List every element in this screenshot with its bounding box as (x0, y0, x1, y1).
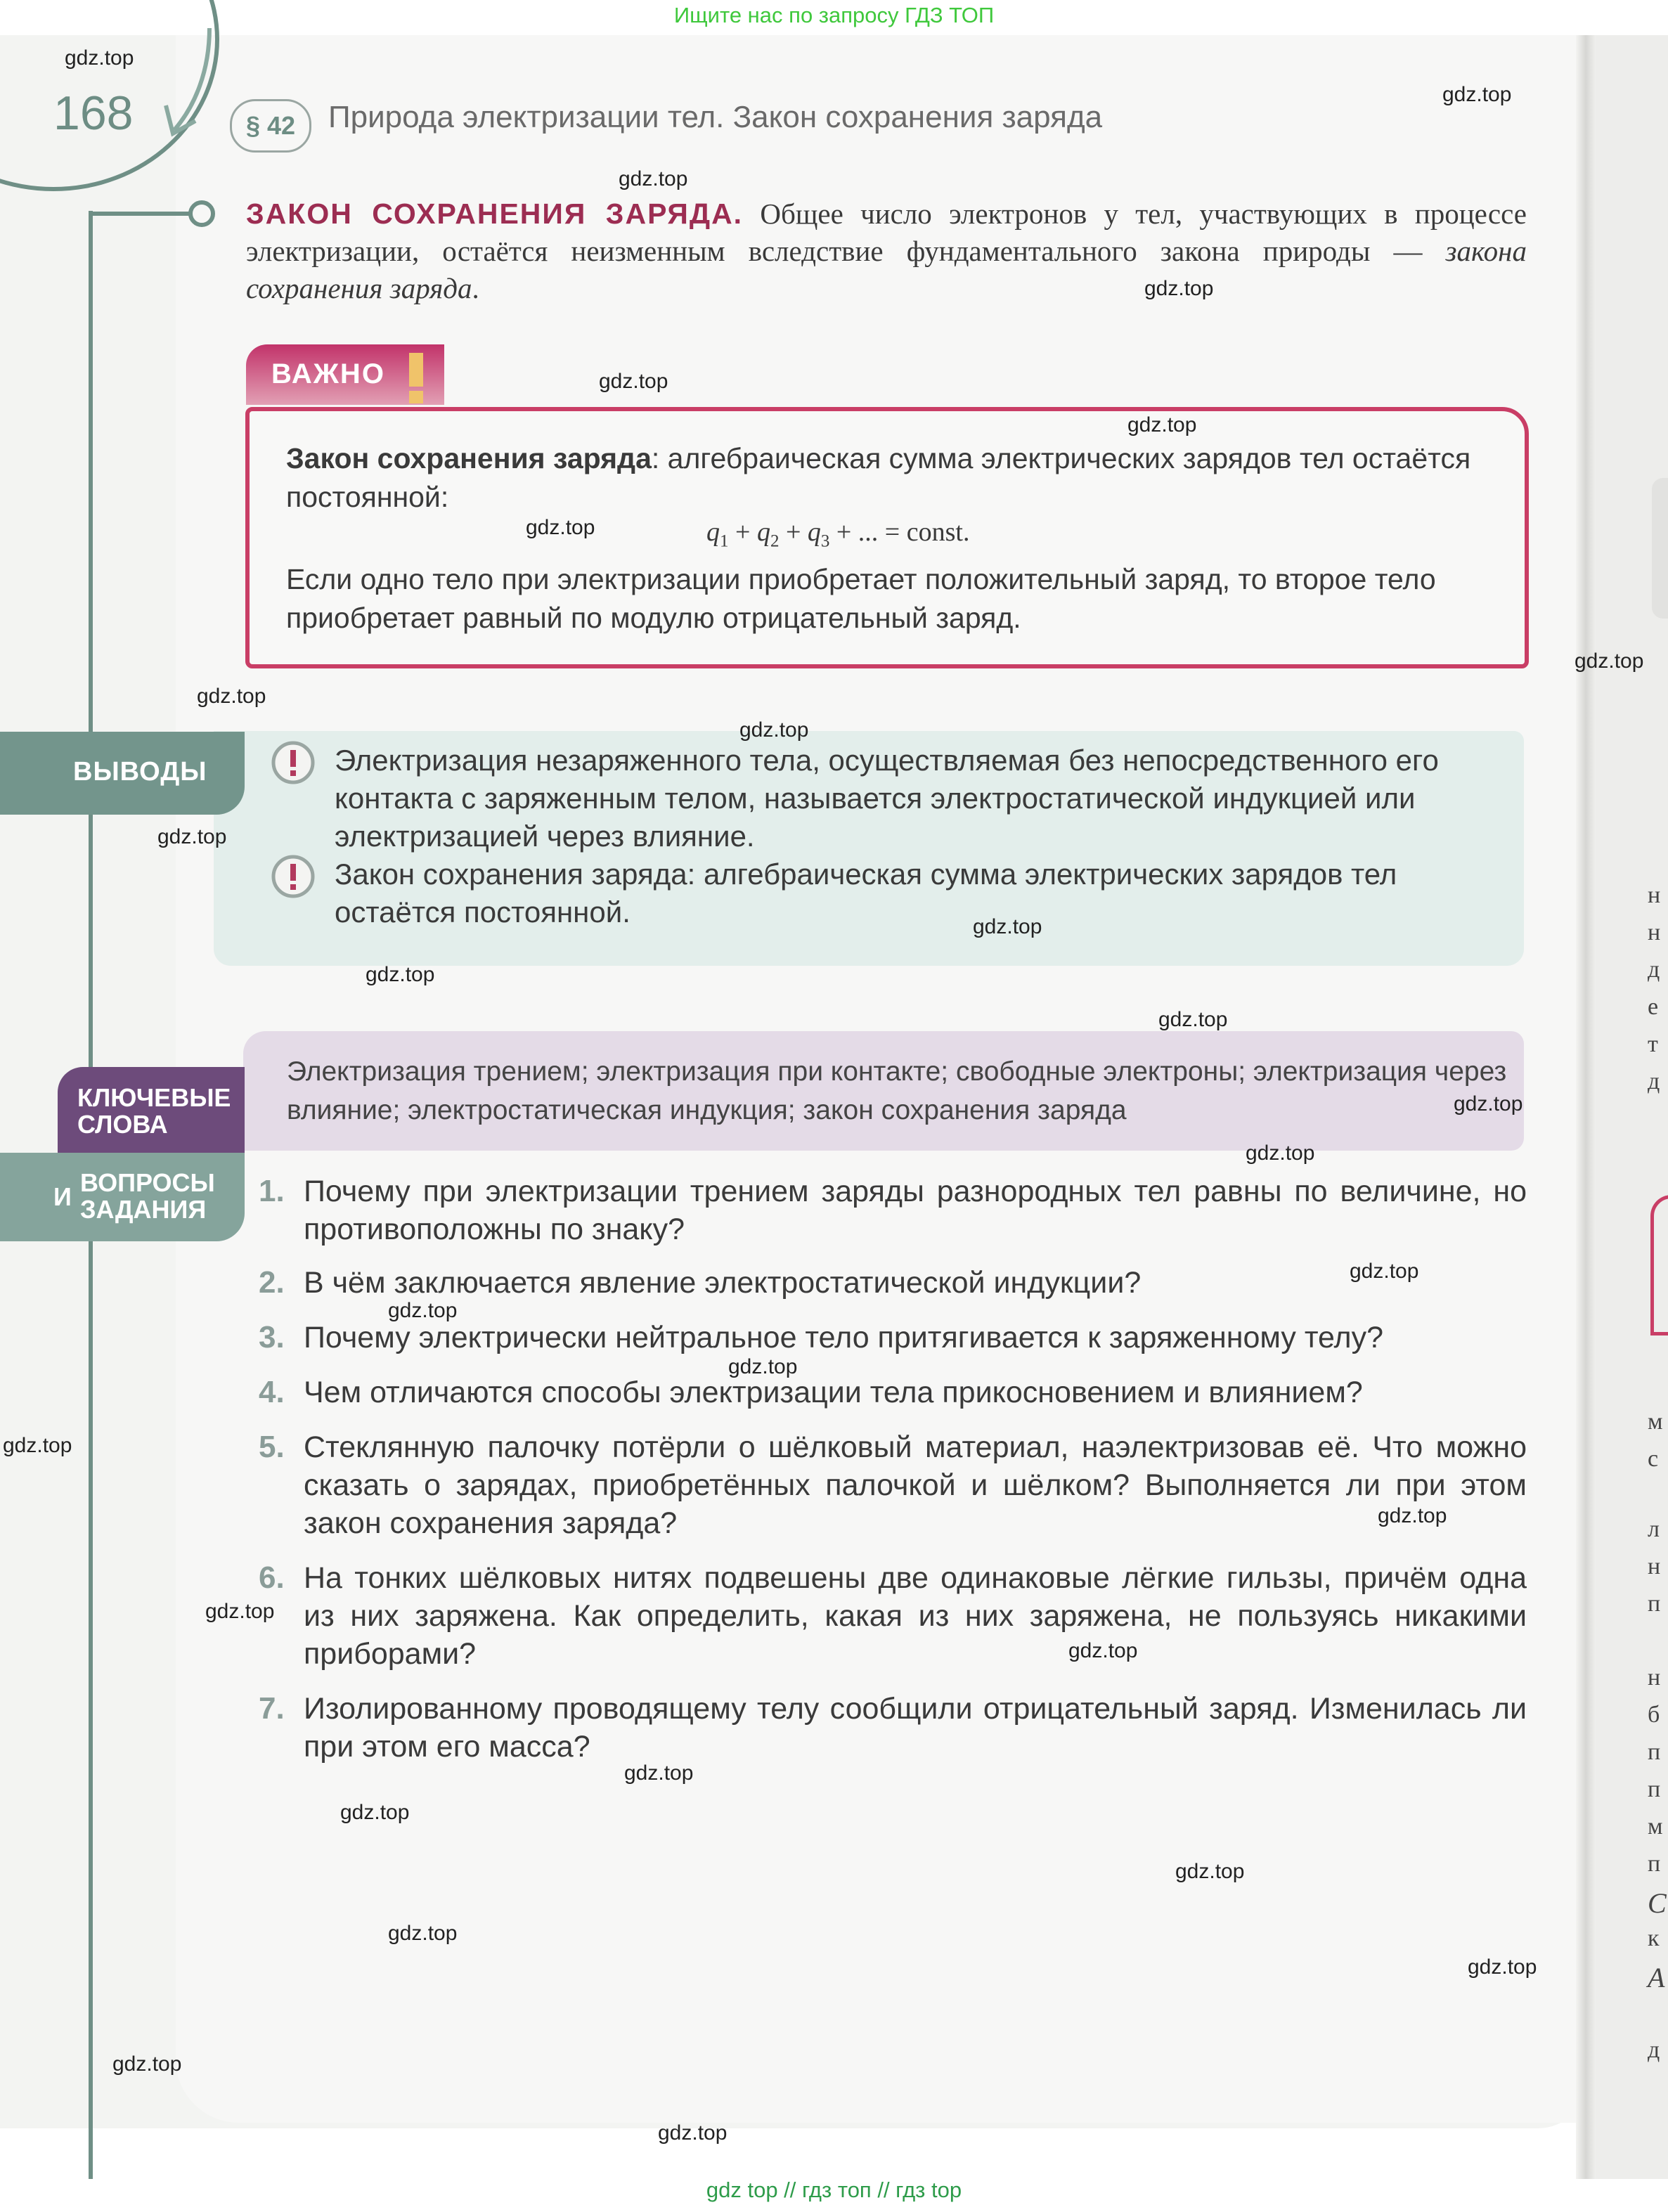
watermark: gdz.top (1175, 1860, 1245, 1883)
edge-char: д (1648, 957, 1660, 983)
watermark: gdz.top (973, 915, 1042, 938)
book-spine (1576, 35, 1596, 2179)
conclusion-item: Электризация незаряженного тела, осуществляемая без непосредственного его контакта с заряженным телом, называется электростатической индукцией или электризацией через влияние. (335, 744, 1439, 853)
intro-end: . (472, 272, 479, 304)
section-title: Природа электризации тел. Закон сохранения заряда (328, 100, 1103, 134)
arrow-down-icon (160, 28, 216, 141)
edge-char: к (1648, 1925, 1660, 1951)
law-bold: Закон сохранения заряда (286, 442, 652, 474)
questions-tab-and: И (53, 1182, 72, 1211)
watermark: gdz.top (1246, 1141, 1315, 1165)
keywords-text: Электризация трением; электризация при контакте; свободные электроны; электризация через влияние; электростатическая индукция; закон сохранения заряда (287, 1056, 1507, 1125)
edge-char: А (1648, 1962, 1665, 1993)
watermark: gdz.top (526, 516, 595, 539)
watermark: gdz.top (157, 825, 227, 848)
watermark: gdz.top (1144, 277, 1214, 300)
section-badge: § 42 (230, 99, 311, 153)
conclusions-tab-label: ВЫВОДЫ (73, 757, 207, 787)
keywords-tab-line2: СЛОВА (77, 1110, 168, 1139)
important-box (245, 407, 1529, 668)
attention-icon (270, 739, 316, 786)
watermark: gdz.top (1350, 1260, 1419, 1283)
edge-char: п (1648, 1591, 1661, 1617)
watermark: gdz.top (1454, 1092, 1523, 1115)
edge-char: л (1648, 1516, 1660, 1542)
watermark: gdz.top (619, 167, 688, 190)
formula-tail: + ... = const. (829, 517, 970, 547)
edge-char: н (1648, 1664, 1661, 1690)
intro-paragraph (246, 195, 1527, 307)
bottom-banner[interactable]: gdz top // гдз топ // гдз top (706, 2178, 962, 2202)
question-text: Почему электрически нейтральное тело притягивается к заряженному телу? (304, 1321, 1384, 1354)
watermark: gdz.top (388, 1299, 458, 1322)
important-consequence: Если одно тело при электризации приобретает положительный заряд, то второе тело приобретает равный по модулю отрицательный заряд. (286, 563, 1436, 634)
conservation-formula: $q_1 + q_2 + q_3$ + ... = const. (706, 517, 970, 551)
edge-char: н (1648, 1553, 1661, 1579)
formula-q3: q (807, 517, 821, 547)
page-number: 168 (53, 86, 134, 140)
important-tab-label: ВАЖНО (271, 358, 385, 389)
edge-char: м (1648, 1409, 1663, 1435)
watermark: gdz.top (3, 1434, 72, 1457)
watermark: gdz.top (366, 963, 435, 986)
edge-char: п (1648, 1739, 1661, 1765)
watermark: gdz.top (197, 685, 266, 708)
question-text: На тонких шёлковых нитях подвешены две одинаковые лёгкие гильзы, причём одна из них заряжена. Как определить, какая из них заряжена, не пользуясь никакими приборами? (304, 1561, 1527, 1671)
conclusion-item: Закон сохранения заряда: алгебраическая сумма электрических зарядов тел остаётся постоянной. (335, 858, 1397, 929)
edge-char: п (1648, 1851, 1661, 1877)
questions-tab-line2: ЗАДАНИЯ (80, 1195, 207, 1224)
watermark: gdz.top (624, 1761, 694, 1785)
edge-char: м (1648, 1813, 1663, 1839)
intro-italic: закона сохранения заряда (246, 235, 1527, 304)
formula-q1: q (706, 517, 720, 547)
timeline-node-icon (188, 200, 215, 227)
edge-char: н (1648, 882, 1661, 908)
edge-char: с (1648, 1446, 1659, 1472)
watermark: gdz.top (388, 1922, 458, 1945)
edge-char: п (1648, 1776, 1661, 1802)
formula-sub2: 2 (770, 531, 780, 551)
watermark: gdz.top (1468, 1955, 1537, 1979)
watermark: gdz.top (112, 2052, 182, 2076)
formula-sub3: 3 (820, 531, 830, 551)
formula-q2: q (756, 517, 770, 547)
edge-char: б (1648, 1702, 1660, 1728)
watermark: gdz.top (658, 2121, 728, 2145)
questions-tab-line1: ВОПРОСЫ (80, 1168, 215, 1197)
question-text: Изолированному проводящему телу сообщили отрицательный заряд. Изменилась ли при этом его масса? (304, 1692, 1527, 1764)
edge-char: д (1648, 2037, 1660, 2063)
watermark: gdz.top (599, 370, 668, 393)
keywords-tab (58, 1067, 245, 1153)
question-number: 1. (259, 1174, 285, 1208)
question-number: 6. (259, 1560, 285, 1595)
watermark: gdz.top (1158, 1008, 1228, 1031)
edge-char: д (1648, 1068, 1660, 1094)
watermark: gdz.top (1442, 83, 1512, 106)
important-law (286, 439, 1481, 517)
question-number: 3. (259, 1320, 285, 1354)
keywords-tab-line1: КЛЮЧЕВЫЕ (77, 1083, 231, 1112)
watermark: gdz.top (1068, 1639, 1138, 1662)
attention-icon (270, 853, 316, 900)
edge-char: С (1648, 1887, 1667, 1919)
watermark: gdz.top (205, 1600, 275, 1623)
question-number: 5. (259, 1430, 285, 1464)
top-banner[interactable]: Ищите нас по запросу ГДЗ ТОП (673, 3, 995, 27)
edge-char: е (1648, 994, 1659, 1020)
questions-tab (0, 1153, 245, 1241)
exclamation-icon (402, 350, 430, 406)
keywords-box (243, 1031, 1524, 1151)
next-page-box-edge (1652, 478, 1668, 619)
formula-sub1: 1 (720, 531, 729, 551)
intro-text: Общее число электронов у тел, участвующих в процессе электризации, остаётся неизменным вследствие фундаментального закона природы — (246, 198, 1527, 267)
watermark: gdz.top (1127, 413, 1197, 436)
question-text: Чем отличаются способы электризации тела прикосновением и влиянием? (304, 1376, 1363, 1409)
edge-char: н (1648, 919, 1661, 945)
watermark: gdz.top (65, 46, 134, 70)
question-text: Стеклянную палочку потёрли о шёлковый материал, наэлектризовав её. Что можно сказать о зарядах, приобретённых палочкой и шёлком? Выполняется ли при этом закон сохранения заряда? (304, 1430, 1527, 1540)
next-page-important-edge (1650, 1195, 1668, 1335)
intro-lead: ЗАКОН СОХРАНЕНИЯ ЗАРЯДА. (246, 198, 744, 230)
question-text: В чём заключается явление электростатической индукции? (304, 1266, 1142, 1300)
watermark: gdz.top (340, 1801, 410, 1824)
watermark: gdz.top (1575, 649, 1644, 673)
law-text: : алгебраическая сумма электрических зарядов тел остаётся постоянной: (286, 442, 1471, 513)
edge-char: т (1648, 1031, 1658, 1057)
question-text: Почему при электризации трением заряды разнородных тел равны по величине, но противоположны по знаку? (304, 1175, 1527, 1246)
watermark: gdz.top (728, 1355, 798, 1378)
question-number: 4. (259, 1375, 285, 1409)
conclusions-tab (0, 732, 245, 815)
timeline-connector (91, 212, 190, 216)
watermark: gdz.top (739, 718, 809, 742)
question-number: 2. (259, 1265, 285, 1300)
question-number: 7. (259, 1691, 285, 1726)
watermark: gdz.top (1378, 1504, 1447, 1527)
